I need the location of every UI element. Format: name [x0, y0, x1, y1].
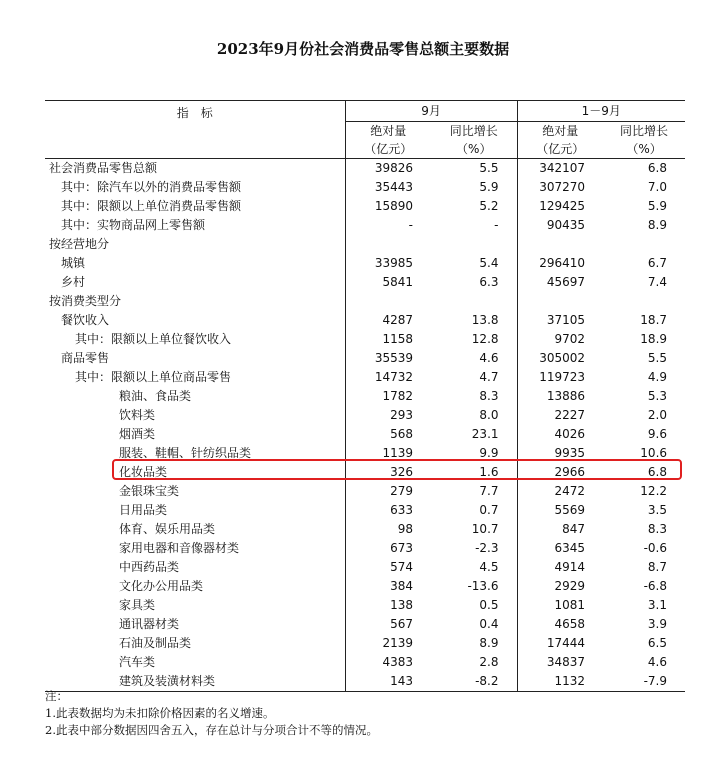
ytd-yoy-cell: 10.6: [640, 446, 668, 460]
row-label: 中西药品类: [45, 558, 345, 577]
sep-abs-cell: 15890: [374, 199, 413, 213]
sep-yoy-cell: 6.3: [431, 273, 517, 292]
row-label: 按消费类型分: [45, 292, 345, 311]
row-label: 城镇: [45, 254, 345, 273]
table-body: [45, 159, 685, 692]
sep-abs-cell: 568: [390, 427, 413, 441]
table-row: [45, 368, 685, 387]
ytd-yoy-cell: 9.6: [647, 427, 668, 441]
ytd-yoy-cell: -7.9: [603, 672, 685, 692]
ytd-abs-cell: 9702: [554, 332, 586, 346]
sep-abs-cell: 2139: [382, 636, 413, 650]
sep-yoy-cell: 0.4: [431, 615, 517, 634]
ytd-abs-cell: 129425: [539, 199, 586, 213]
table-row: [45, 425, 685, 444]
ytd-yoy-cell: 2.0: [647, 408, 668, 422]
ytd-yoy-cell: 8.3: [647, 522, 668, 536]
yoy-header-2: 同比增长: [620, 124, 669, 138]
ytd-yoy-cell: 6.5: [647, 636, 668, 650]
yoy-unit-2: （%）: [603, 140, 685, 159]
row-label: 商品零售: [45, 349, 345, 368]
row-label: 饮料类: [45, 406, 345, 425]
row-label: 其中：实物商品网上零售额: [45, 216, 345, 235]
row-label: 其中：限额以上单位消费品零售额: [45, 197, 345, 216]
row-label: 其中：限额以上单位商品零售: [45, 368, 345, 387]
ytd-yoy-cell: 7.0: [647, 180, 668, 194]
sep-yoy-cell: 10.7: [431, 520, 517, 539]
ytd-abs-cell: 6345: [554, 541, 586, 555]
ytd-yoy-cell: -0.6: [643, 541, 668, 555]
notes: [45, 688, 378, 739]
sep-yoy-cell: -13.6: [431, 577, 517, 596]
sep-yoy-cell: 4.5: [431, 558, 517, 577]
ytd-abs-cell: 9935: [554, 446, 586, 460]
sep-abs-cell: 4287: [382, 313, 413, 327]
ytd-abs-cell: 34837: [546, 655, 586, 669]
ytd-abs-cell: 5569: [554, 503, 586, 517]
sep-yoy-cell: [431, 235, 517, 254]
table-row: [45, 292, 685, 311]
sep-abs-cell: 33985: [374, 256, 413, 270]
sep-yoy-cell: 5.2: [431, 197, 517, 216]
sep-abs-cell: 98: [397, 522, 413, 536]
table-row: [45, 577, 685, 596]
ytd-yoy-cell: 4.6: [647, 655, 668, 669]
table-row: [45, 254, 685, 273]
ytd-yoy-cell: 5.9: [647, 199, 668, 213]
ytd-abs-cell: 45697: [546, 275, 586, 289]
ytd-abs-cell: 13886: [546, 389, 586, 403]
ytd-abs-cell: 37105: [546, 313, 586, 327]
table-row: [45, 482, 685, 501]
abs-unit-1: （亿元）: [345, 140, 431, 159]
ytd-yoy-cell: 6.8: [647, 465, 668, 479]
ytd-abs-cell: 2227: [554, 408, 586, 422]
row-label: 家用电器和音像器材类: [45, 539, 345, 558]
note-item: 2.此表中部分数据因四舍五入，存在总计与分项合计不等的情况。: [45, 723, 378, 737]
ytd-yoy-cell: 18.9: [640, 332, 668, 346]
ytd-yoy-cell: 8.7: [647, 560, 668, 574]
ytd-yoy-cell: 18.7: [640, 313, 668, 327]
row-label: 其中：除汽车以外的消费品零售额: [45, 178, 345, 197]
row-label: 粮油、食品类: [45, 387, 345, 406]
sep-abs-cell: 4383: [382, 655, 413, 669]
sep-yoy-cell: 13.8: [431, 311, 517, 330]
sep-yoy-cell: -8.2: [431, 672, 517, 692]
table-header: [45, 101, 685, 159]
sep-yoy-cell: 9.9: [431, 444, 517, 463]
notes-label: 注：: [45, 689, 68, 703]
ytd-yoy-cell: [603, 235, 685, 254]
sep-yoy-cell: 23.1: [431, 425, 517, 444]
row-label: 其中：限额以上单位餐饮收入: [45, 330, 345, 349]
ytd-abs-cell: 2966: [554, 465, 586, 479]
row-label: 文化办公用品类: [45, 577, 345, 596]
sep-abs-cell: 1158: [382, 332, 413, 346]
row-label: 按经营地分: [45, 235, 345, 254]
sep-yoy-cell: -: [431, 216, 517, 235]
yoy-header-1: 同比增长: [431, 122, 517, 141]
ytd-yoy-cell: 3.5: [647, 503, 668, 517]
ytd-abs-cell: 296410: [539, 256, 586, 270]
table-row: [45, 653, 685, 672]
table-row: [45, 501, 685, 520]
ytd-abs-cell: 90435: [546, 218, 586, 232]
ytd-abs-cell: 17444: [546, 636, 586, 650]
table-row: [45, 197, 685, 216]
ytd-yoy-cell: -6.8: [643, 579, 668, 593]
row-label: 乡村: [45, 273, 345, 292]
note-item: 1.此表数据均为未扣除价格因素的名义增速。: [45, 706, 275, 720]
sep-abs-cell: 143: [345, 672, 431, 692]
sep-abs-cell: -: [408, 218, 413, 232]
ytd-abs-cell: 4026: [554, 427, 586, 441]
sep-abs-cell: 279: [390, 484, 413, 498]
sep-abs-cell: 138: [390, 598, 413, 612]
sep-yoy-cell: 2.8: [431, 653, 517, 672]
table-row: [45, 615, 685, 634]
row-label: 服装、鞋帽、针纺织品类: [45, 444, 345, 463]
sep-abs-cell: 567: [390, 617, 413, 631]
ytd-yoy-cell: 12.2: [640, 484, 668, 498]
ytd-abs-cell: 1081: [554, 598, 586, 612]
sep-abs-cell: 326: [390, 465, 413, 479]
table-row: [45, 159, 685, 179]
table-row: [45, 178, 685, 197]
table-row: [45, 596, 685, 615]
ytd-yoy-cell: 3.9: [647, 617, 668, 631]
sep-yoy-cell: [431, 292, 517, 311]
data-table: [45, 100, 685, 692]
row-label: 汽车类: [45, 653, 345, 672]
indicator-header: 指 标: [45, 101, 345, 159]
row-label: 烟酒类: [45, 425, 345, 444]
sep-abs-cell: [345, 235, 431, 254]
yoy-unit-1: （%）: [431, 140, 517, 159]
abs-unit-2: （亿元）: [517, 140, 603, 159]
ytd-abs-cell: [517, 235, 603, 254]
ytd-yoy-cell: 4.9: [647, 370, 668, 384]
table-row: [45, 463, 685, 482]
table-row: [45, 330, 685, 349]
table-row: [45, 273, 685, 292]
sep-yoy-cell: 12.8: [431, 330, 517, 349]
period-jan-sep-header: 1－9月: [517, 101, 685, 122]
page-title: 2023年9月份社会消费品零售总额主要数据: [216, 40, 510, 58]
sep-yoy-cell: 5.5: [431, 159, 517, 179]
ytd-yoy-cell: 8.9: [647, 218, 668, 232]
table-row: [45, 349, 685, 368]
sep-abs-cell: 633: [390, 503, 413, 517]
abs-header-2: 绝对量: [542, 124, 579, 138]
sep-yoy-cell: 8.9: [431, 634, 517, 653]
row-label: 体育、娱乐用品类: [45, 520, 345, 539]
sep-yoy-cell: -2.3: [431, 539, 517, 558]
table-row: [45, 311, 685, 330]
ytd-abs-cell: 2929: [554, 579, 586, 593]
sep-yoy-cell: 5.4: [431, 254, 517, 273]
sep-yoy-cell: 7.7: [431, 482, 517, 501]
row-label: 通讯器材类: [45, 615, 345, 634]
row-label: 家具类: [45, 596, 345, 615]
ytd-abs-cell: 2472: [554, 484, 586, 498]
table-row: [45, 520, 685, 539]
abs-header-1: 绝对量: [370, 124, 407, 138]
ytd-yoy-cell: 5.3: [647, 389, 668, 403]
ytd-abs-cell: 307270: [539, 180, 586, 194]
ytd-abs-cell: 1132: [517, 672, 603, 692]
table-row: [45, 387, 685, 406]
row-label: 日用品类: [45, 501, 345, 520]
ytd-yoy-cell: 6.7: [647, 256, 668, 270]
ytd-abs-cell: 119723: [539, 370, 586, 384]
sep-abs-cell: 1782: [382, 389, 413, 403]
sep-yoy-cell: 8.0: [431, 406, 517, 425]
sep-yoy-cell: 0.7: [431, 501, 517, 520]
sep-yoy-cell: 0.5: [431, 596, 517, 615]
period-sep-header: 9月: [345, 101, 517, 122]
ytd-yoy-cell: 5.5: [647, 351, 668, 365]
sep-yoy-cell: 5.9: [431, 178, 517, 197]
ytd-yoy-cell: 7.4: [647, 275, 668, 289]
table-row: [45, 634, 685, 653]
sep-abs-cell: 5841: [382, 275, 413, 289]
table-row: [45, 444, 685, 463]
row-label: 化妆品类: [45, 463, 345, 482]
ytd-yoy-cell: [603, 292, 685, 311]
row-label: 社会消费品零售总额: [45, 159, 345, 179]
sep-abs-cell: 293: [390, 408, 413, 422]
sep-abs-cell: 35443: [374, 180, 413, 194]
ytd-abs-cell: [517, 292, 603, 311]
table-row: [45, 539, 685, 558]
table-row: [45, 406, 685, 425]
row-label: 建筑及装潢材料类: [45, 672, 345, 692]
ytd-abs-cell: 4658: [554, 617, 586, 631]
row-label: 金银珠宝类: [45, 482, 345, 501]
ytd-abs-cell: 342107: [539, 161, 586, 175]
row-label: 石油及制品类: [45, 634, 345, 653]
ytd-yoy-cell: 6.8: [647, 161, 668, 175]
table-row: [45, 235, 685, 254]
ytd-abs-cell: 305002: [539, 351, 586, 365]
sep-abs-cell: 673: [390, 541, 413, 555]
ytd-abs-cell: 4914: [554, 560, 586, 574]
sep-abs-cell: 39826: [374, 161, 413, 175]
sep-yoy-cell: 4.7: [431, 368, 517, 387]
sep-yoy-cell: 4.6: [431, 349, 517, 368]
sep-abs-cell: [345, 292, 431, 311]
sep-yoy-cell: 1.6: [431, 463, 517, 482]
table-row: [45, 216, 685, 235]
sep-abs-cell: 35539: [374, 351, 413, 365]
sep-yoy-cell: 8.3: [431, 387, 517, 406]
sep-abs-cell: 574: [390, 560, 413, 574]
ytd-abs-cell: 847: [562, 522, 586, 536]
sep-abs-cell: 384: [390, 579, 413, 593]
sep-abs-cell: 14732: [374, 370, 413, 384]
sep-abs-cell: 1139: [382, 446, 413, 460]
table-row: [45, 558, 685, 577]
ytd-yoy-cell: 3.1: [647, 598, 668, 612]
row-label: 餐饮收入: [45, 311, 345, 330]
